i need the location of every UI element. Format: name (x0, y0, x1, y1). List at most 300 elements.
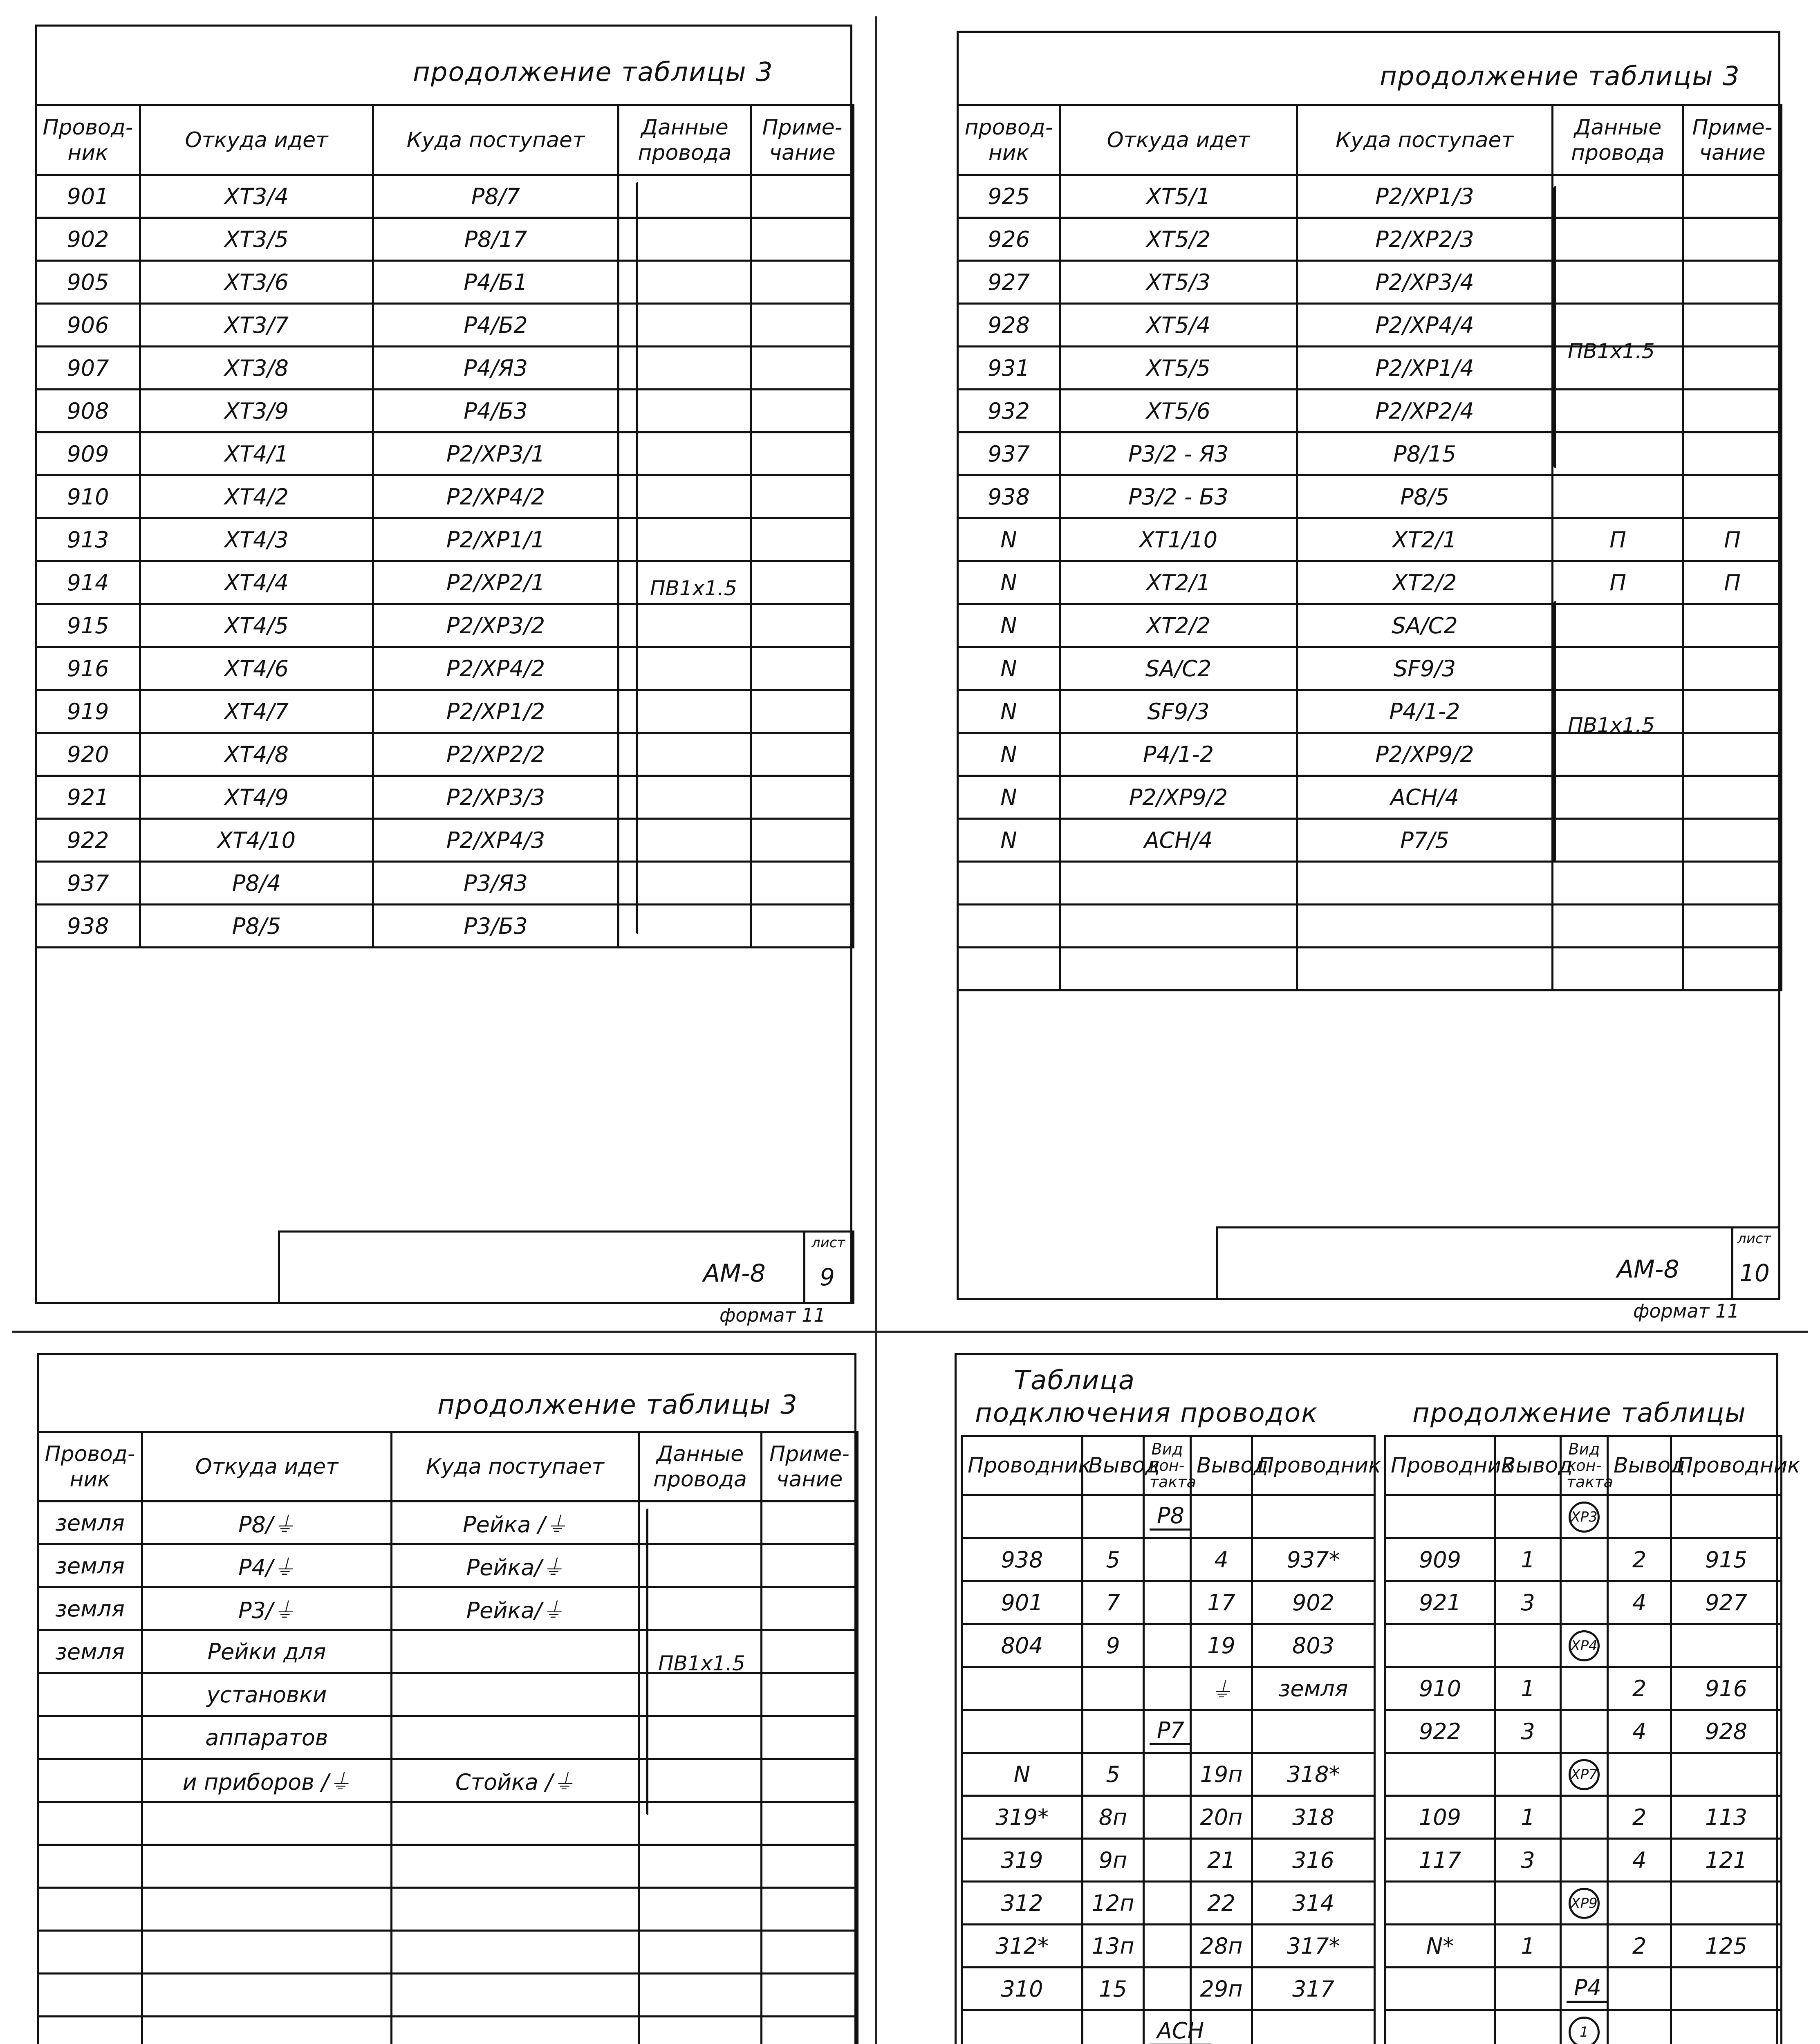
cell-text: 317 (1292, 1976, 1335, 2002)
table-row (1385, 1753, 1782, 1796)
table-cell (142, 1802, 392, 1845)
table-cell (958, 948, 1060, 991)
table-cell (1671, 1796, 1782, 1839)
table-cell (373, 690, 619, 733)
table-cell (1683, 261, 1782, 304)
cell-text: P2/XP4/4 (1375, 312, 1474, 338)
table-cell (36, 433, 140, 475)
table-cell (1297, 261, 1553, 304)
table-cell (1495, 1667, 1561, 1710)
table-cell (1297, 905, 1553, 948)
table-cell (762, 1759, 858, 1802)
header-to: Куда поступает (392, 1432, 639, 1502)
cell-text: N (1000, 612, 1017, 639)
header-terminal: Вывод (1083, 1436, 1144, 1495)
cell-text: P2/XP3/2 (446, 612, 545, 639)
cell-text: 928 (987, 312, 1030, 338)
table-cell (36, 862, 140, 905)
cell-text: P2/XP1/3 (1375, 183, 1474, 209)
table-cell (38, 1845, 142, 1888)
cell-text: XT4/9 (224, 784, 289, 810)
cell-text: 915 (1705, 1546, 1748, 1573)
table-cell (762, 1716, 858, 1759)
table-cell (751, 604, 854, 647)
table-cell (1608, 1538, 1671, 1581)
table-cell (392, 2017, 639, 2044)
table-cell (1608, 1581, 1671, 1624)
table-cell (1083, 1925, 1144, 1968)
table-cell (142, 1673, 392, 1716)
table-cell (1608, 1839, 1671, 1882)
table-cell (140, 390, 373, 433)
continuation-title: продолжение таблицы 3 (413, 57, 773, 87)
table-row (958, 218, 1782, 261)
table-cell (1083, 1581, 1144, 1624)
table-title-line1: Таблица (1014, 1365, 1136, 1396)
cell-text: Рейка/⏚ (466, 1554, 564, 1580)
table-cell (373, 647, 619, 690)
table-cell (958, 261, 1060, 304)
table-cell (1671, 1710, 1782, 1753)
table-cell (958, 690, 1060, 733)
cell-text: P4/⏚ (238, 1554, 296, 1580)
table-cell (392, 1716, 639, 1759)
table-cell (762, 1587, 858, 1630)
table-cell (1191, 1796, 1252, 1839)
cell-text: N (1000, 569, 1017, 596)
table-cell (1060, 218, 1297, 261)
table-cell (958, 862, 1060, 905)
cell-text: 937 (67, 870, 109, 896)
table-cell (751, 733, 854, 776)
table-cell (1060, 304, 1297, 347)
table-cell (373, 175, 619, 218)
table-row (36, 261, 854, 304)
table-cell (1144, 1796, 1191, 1839)
table-cell (619, 690, 751, 733)
cell-text: N (1013, 1761, 1031, 1787)
table-row (958, 518, 1782, 561)
table-cell (373, 733, 619, 776)
wire-data-label-1: ПВ1х1.5 (1568, 339, 1655, 363)
table-cell (1671, 1624, 1782, 1667)
table-cell (751, 347, 854, 390)
table-cell (1553, 647, 1683, 690)
cell-text: 913 (67, 527, 109, 553)
table-row (1385, 1495, 1782, 1538)
table-cell (1252, 1495, 1375, 1538)
cell-text: P8/5 (232, 913, 281, 939)
sheet-label: лист (1737, 1230, 1771, 1247)
table-row (36, 647, 854, 690)
table-row (38, 1544, 858, 1587)
table-row (1385, 1710, 1782, 1753)
cell-text: земля (55, 1596, 125, 1622)
table-cell (36, 218, 140, 261)
table-cell (958, 347, 1060, 390)
table-row (1385, 1968, 1782, 2010)
table-cell (36, 776, 140, 819)
cell-text: 29п (1200, 1976, 1243, 2002)
table-cell (1495, 1495, 1561, 1538)
table-row (962, 1839, 1375, 1882)
table-cell (392, 1502, 639, 1544)
cell-text: XT3/9 (224, 398, 289, 424)
cell-text: P4/1-2 (1143, 741, 1214, 767)
cell-text: 901 (1001, 1589, 1043, 1616)
table-cell (639, 1759, 762, 1802)
cell-text: 109 (1419, 1804, 1461, 1830)
table-cell (1083, 1667, 1144, 1710)
cell-text: XT3/5 (224, 226, 289, 252)
table-row (36, 862, 854, 905)
table-cell (962, 1796, 1083, 1839)
table-cell (1297, 776, 1553, 819)
table-cell (958, 218, 1060, 261)
cell-text: XT2/2 (1146, 612, 1210, 639)
table-row (1385, 1624, 1782, 1667)
cell-text: P2/XP4/2 (446, 484, 545, 510)
sheet-label: лист (811, 1235, 845, 1251)
table-cell (1083, 1753, 1144, 1796)
table-cell (1191, 1667, 1252, 1710)
header-wire: Проводник (1385, 1436, 1495, 1495)
table-row (1385, 1882, 1782, 1925)
table-cell (1683, 475, 1782, 518)
wire-data-brace (646, 1508, 648, 1815)
cell-text: 922 (1419, 1718, 1461, 1744)
table-row (1385, 1667, 1782, 1710)
cell-text: XT5/2 (1146, 226, 1210, 252)
table-cell (1083, 1495, 1144, 1538)
cell-text: Рейка/⏚ (466, 1597, 564, 1623)
cell-text: XT3/7 (224, 312, 289, 338)
table-cell (1683, 862, 1782, 905)
table-cell (1671, 2010, 1782, 2044)
table-cell (1683, 948, 1782, 991)
cell-text: П (1609, 527, 1626, 553)
table-cell (392, 1974, 639, 2017)
cell-text: SF9/3 (1147, 698, 1210, 724)
table-cell (619, 218, 751, 261)
cell-text: P3/Я3 (464, 870, 528, 896)
contact-marker: XP7 (1569, 1759, 1600, 1790)
table-cell (751, 819, 854, 862)
device-label: ACH (1150, 2018, 1211, 2044)
cell-text: 926 (987, 226, 1030, 252)
cell-text: 922 (67, 827, 109, 853)
table-cell (1495, 1925, 1561, 1968)
cell-text: P4/Б2 (464, 312, 528, 338)
table-cell (1144, 1538, 1191, 1581)
table-cell (142, 1931, 392, 1974)
cell-text: 914 (67, 569, 109, 596)
cell-text: 4 (1632, 1589, 1647, 1616)
table-cell (619, 819, 751, 862)
table-cell (142, 1974, 392, 2017)
wiring-table (957, 104, 1782, 991)
table-cell (140, 647, 373, 690)
table-cell (373, 561, 619, 604)
cell-text: XT2/1 (1392, 527, 1457, 553)
table-cell (762, 1974, 858, 2017)
table-cell (962, 1882, 1083, 1925)
table-cell (373, 390, 619, 433)
sheet-12 (877, 1333, 1808, 2044)
table-row (36, 390, 854, 433)
table-cell (1385, 1581, 1495, 1624)
table-cell (751, 905, 854, 948)
cell-text: 317* (1287, 1933, 1340, 1959)
table-cell (373, 518, 619, 561)
cell-text: Стойка /⏚ (455, 1769, 575, 1795)
table-row-empty (38, 1802, 858, 1845)
table-cell (962, 1495, 1083, 1538)
table-cell (1297, 390, 1553, 433)
cell-text: установки (206, 1681, 327, 1708)
table-cell (142, 1716, 392, 1759)
connection-table-left (961, 1435, 1381, 2044)
table-cell (639, 1802, 762, 1845)
cell-text: P8/7 (471, 183, 520, 209)
table-cell (1553, 561, 1683, 604)
cell-text: 125 (1705, 1933, 1748, 1959)
cell-text: 113 (1705, 1804, 1748, 1830)
table-cell (392, 1630, 639, 1673)
table-cell (762, 1544, 858, 1587)
table-cell (1083, 1796, 1144, 1839)
table-cell (1671, 1839, 1782, 1882)
sheet-9 (0, 0, 875, 1331)
wire-data-label: ПВ1х1.5 (658, 1652, 745, 1675)
table-cell (1191, 1882, 1252, 1925)
cell-text: 927 (987, 269, 1030, 295)
table-cell (1671, 1925, 1782, 1968)
table-cell (373, 776, 619, 819)
cell-text: Рейка /⏚ (463, 1511, 567, 1537)
cell-text: 919 (67, 698, 109, 724)
table-cell (1495, 1538, 1561, 1581)
table-cell (1297, 433, 1553, 475)
table-cell (639, 1587, 762, 1630)
table-cell (392, 1759, 639, 1802)
table-cell (1083, 1538, 1144, 1581)
cell-text: XT4/2 (224, 484, 289, 510)
table-cell (962, 2010, 1083, 2044)
table-cell (1683, 390, 1782, 433)
table-cell (962, 1753, 1083, 1796)
table-cell (140, 261, 373, 304)
cell-text: 17 (1207, 1589, 1235, 1616)
cell-text: 121 (1705, 1847, 1748, 1873)
cell-text: 3 (1521, 1589, 1535, 1616)
table-cell (1561, 1968, 1608, 2010)
table-cell (36, 905, 140, 948)
table-cell (1252, 1581, 1375, 1624)
cell-text: 13п (1092, 1933, 1134, 1959)
continuation-title: продолжение таблицы (1412, 1398, 1746, 1428)
cell-text: XT5/3 (1146, 269, 1210, 295)
cell-text: 3 (1521, 1847, 1535, 1873)
table-cell (619, 776, 751, 819)
table-cell (639, 1845, 762, 1888)
cell-text: P3/⏚ (238, 1597, 296, 1623)
table-cell (373, 905, 619, 948)
table-cell (1561, 2010, 1608, 2044)
table-cell (1561, 1710, 1608, 1753)
table-cell (1553, 518, 1683, 561)
table-cell (751, 390, 854, 433)
table-cell (1385, 1925, 1495, 1968)
table-cell (639, 1931, 762, 1974)
table-cell (1060, 776, 1297, 819)
table-cell (140, 175, 373, 218)
table-row (1385, 1538, 1782, 1581)
table-cell (962, 1839, 1083, 1882)
cell-text: 21 (1207, 1847, 1235, 1873)
table-cell (619, 261, 751, 304)
cell-text: XT5/5 (1146, 355, 1210, 381)
cell-text: ACH/4 (1390, 784, 1459, 810)
table-cell (1608, 2010, 1671, 2044)
table-cell (38, 1716, 142, 1759)
table-cell (1060, 690, 1297, 733)
table-cell (1561, 1796, 1608, 1839)
table-cell (1060, 433, 1297, 475)
table-cell (373, 261, 619, 304)
table-cell (1683, 647, 1782, 690)
table-cell (1060, 862, 1297, 905)
table-row (958, 561, 1782, 604)
table-cell (619, 733, 751, 776)
table-cell (1144, 1968, 1191, 2010)
table-cell (36, 561, 140, 604)
header-from: Откуда идет (1060, 105, 1297, 175)
table-cell (1683, 733, 1782, 776)
cell-text: 1 (1521, 1933, 1535, 1959)
format-label: формат 11 (1633, 1300, 1739, 1322)
table-row (1385, 1796, 1782, 1839)
table-cell (1252, 1925, 1375, 1968)
table-cell (1252, 1882, 1375, 1925)
table-cell (1553, 475, 1683, 518)
table-cell (140, 218, 373, 261)
cell-text: XT4/6 (224, 655, 289, 681)
table-cell (619, 475, 751, 518)
table-cell (619, 390, 751, 433)
table-cell (751, 518, 854, 561)
table-row (38, 1673, 858, 1716)
table-cell (392, 1845, 639, 1888)
cell-text: 920 (67, 741, 109, 767)
table-cell (1385, 1710, 1495, 1753)
table-row (958, 776, 1782, 819)
table-cell (1553, 776, 1683, 819)
cell-text: P4/1-2 (1389, 698, 1460, 724)
table-cell (1060, 905, 1297, 948)
cell-text: 4 (1214, 1546, 1228, 1573)
continuation-title: продолжение таблицы 3 (437, 1390, 798, 1420)
table-cell (1671, 1581, 1782, 1624)
cell-text: 9 (1106, 1632, 1120, 1659)
table-cell (36, 647, 140, 690)
table-cell (751, 690, 854, 733)
header-contact-type: Вид кон-такта (1561, 1436, 1608, 1495)
table-cell (36, 390, 140, 433)
table-cell (751, 218, 854, 261)
cell-text: 9п (1098, 1847, 1127, 1873)
table-row (962, 1882, 1375, 1925)
cell-text: 901 (67, 183, 109, 209)
table-cell (1252, 1538, 1375, 1581)
table-title-line2: подключения проводок (975, 1398, 1318, 1428)
table-row-empty (38, 1931, 858, 1974)
table-cell (1553, 733, 1683, 776)
table-row (958, 690, 1782, 733)
table-cell (1144, 1925, 1191, 1968)
cell-text: XT5/1 (1146, 183, 1210, 209)
cell-text: 804 (1001, 1632, 1043, 1659)
header-to: Куда поступает (373, 105, 619, 175)
table-row-empty (958, 862, 1782, 905)
cell-text: 902 (1292, 1589, 1335, 1616)
table-cell (36, 604, 140, 647)
table-row (36, 518, 854, 561)
table-cell (1553, 218, 1683, 261)
table-cell (1683, 304, 1782, 347)
table-cell (1683, 518, 1782, 561)
table-row (958, 347, 1782, 390)
table-cell (1553, 862, 1683, 905)
table-cell (392, 1888, 639, 1931)
table-cell (38, 1974, 142, 2017)
table-cell (958, 304, 1060, 347)
table-row (958, 819, 1782, 862)
cell-text: 938 (67, 913, 109, 939)
table-cell (619, 604, 751, 647)
title-block-frame (278, 1230, 854, 1304)
table-cell (1671, 1538, 1782, 1581)
table-row (962, 2010, 1375, 2044)
table-cell (1083, 1839, 1144, 1882)
table-cell (619, 905, 751, 948)
cell-text: 931 (987, 355, 1030, 381)
device-label: P8 (1150, 1503, 1192, 1531)
header-to: Куда поступает (1297, 105, 1553, 175)
header-wire: Проводник (1671, 1436, 1782, 1495)
table-row (36, 218, 854, 261)
table-cell (1683, 433, 1782, 475)
table-cell (1671, 1882, 1782, 1925)
cell-text: земля (55, 1553, 125, 1579)
table-cell (1060, 390, 1297, 433)
table-cell (751, 561, 854, 604)
cell-text: 910 (67, 484, 109, 510)
cell-text: 910 (1419, 1675, 1461, 1701)
table-cell (373, 862, 619, 905)
table-cell (751, 304, 854, 347)
table-cell (1297, 475, 1553, 518)
cell-text: 938 (1001, 1546, 1043, 1573)
cell-text: 906 (67, 312, 109, 338)
cell-text: P2/XP2/1 (446, 569, 545, 596)
header-from: Откуда идет (140, 105, 373, 175)
cell-text: 19п (1200, 1761, 1243, 1787)
wire-data-brace-2 (1553, 601, 1556, 863)
cell-text: Рейки для (207, 1638, 326, 1665)
table-row (36, 604, 854, 647)
cell-text: P2/XP1/4 (1375, 355, 1474, 381)
